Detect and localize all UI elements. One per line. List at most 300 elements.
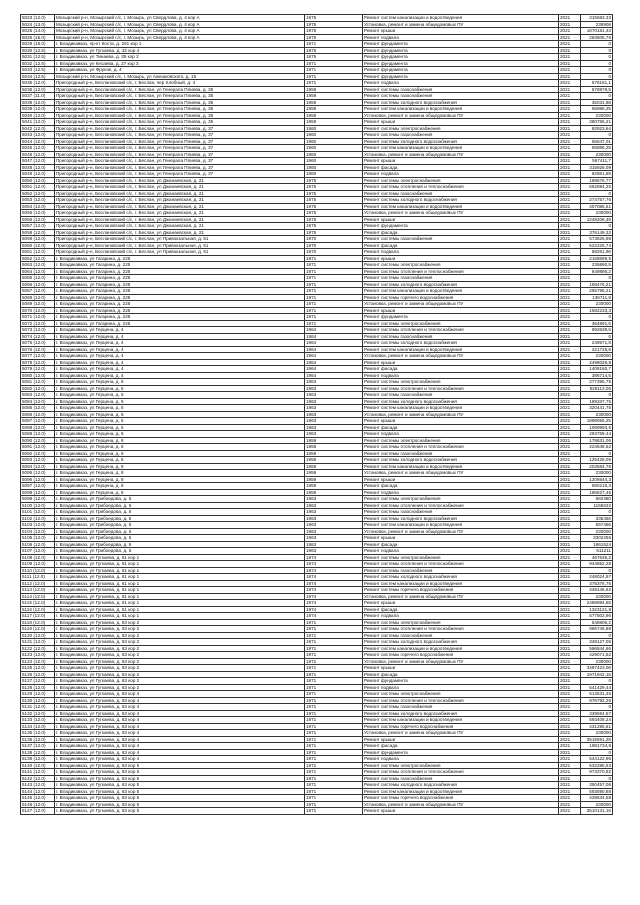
- row-number-cell: 5061 (12.0): [21, 249, 55, 256]
- work-type-cell: Ремонт системы электроснабжения: [363, 320, 559, 327]
- work-type-cell: Ремонт системы газоснабжения: [363, 704, 559, 711]
- cost-cell: 2498026,8: [581, 359, 613, 366]
- address-cell: г. Владикавказ, ул Гугкаева, д. 61 кор 1: [55, 593, 305, 600]
- row-number-cell: 5055 (12.0): [21, 210, 55, 217]
- plan-year-cell: 2021: [559, 437, 581, 444]
- row-number-cell: 5042 (12.0): [21, 125, 55, 132]
- plan-year-cell: 2021: [559, 132, 581, 139]
- address-cell: г. Владикавказ, ул Гугкаева, д. 32 кор 4: [55, 47, 305, 54]
- work-type-cell: Установка, ремонт и замена общедомовых ПУ: [363, 411, 559, 418]
- work-type-cell: Ремонт системы газоснабжения: [363, 93, 559, 100]
- row-number-cell: 5094 (12.0): [21, 463, 55, 470]
- address-cell: г. Владикавказ, ул Гугкаева, д. 61 кор 1: [55, 567, 305, 574]
- plan-year-cell: 2021: [559, 340, 581, 347]
- year-cell: 1971: [305, 769, 363, 776]
- row-number-cell: 5138 (12.0): [21, 749, 55, 756]
- row-number-cell: 5038 (12.0): [21, 99, 55, 106]
- plan-year-cell: 2021: [559, 509, 581, 516]
- row-number-cell: 5096 (12.0): [21, 476, 55, 483]
- work-type-cell: Ремонт крыши: [363, 600, 559, 607]
- cost-cell: 1248208,49: [581, 216, 613, 223]
- work-type-cell: Ремонт крыши: [363, 808, 559, 815]
- row-number-cell: 5047 (12.0): [21, 158, 55, 165]
- row-number-cell: 5048 (12.0): [21, 164, 55, 171]
- row-number-cell: 5143 (12.0): [21, 782, 55, 789]
- address-cell: г. Владикавказ, ул Гугкаева, д. 63 кор 4: [55, 704, 305, 711]
- work-type-cell: Ремонт системы газоснабжения: [363, 86, 559, 93]
- work-type-cell: Ремонт подвала: [363, 684, 559, 691]
- cost-cell: 0: [581, 54, 613, 61]
- year-cell: 1974: [305, 593, 363, 600]
- work-type-cell: Ремонт крыши: [363, 665, 559, 672]
- year-cell: 1959: [305, 489, 363, 496]
- work-type-cell: Ремонт крыши: [363, 307, 559, 314]
- year-cell: 1964: [305, 372, 363, 379]
- year-cell: 1963: [305, 385, 363, 392]
- year-cell: 1974: [305, 574, 363, 581]
- year-cell: 1964: [305, 359, 363, 366]
- address-cell: Пригородный р-н, Беслановский с/с, г. Беслан, ул Джанаевская, д. 21: [55, 229, 305, 236]
- work-type-cell: Установка, ремонт и замена общедомовых ПУ: [363, 470, 559, 477]
- address-cell: г. Владикавказ, ул Грибоедова, д. 5: [55, 535, 305, 542]
- cost-cell: 576161,1: [581, 80, 613, 87]
- cost-cell: 315926,09: [581, 164, 613, 171]
- work-type-cell: Ремонт систем канализации и водоотведения: [363, 645, 559, 652]
- row-number-cell: 5062 (12.0): [21, 255, 55, 262]
- address-cell: г. Владикавказ, ул Гугкаева, д. 63 кор 2: [55, 684, 305, 691]
- year-cell: 1960: [305, 151, 363, 158]
- row-number-cell: 5125 (12.0): [21, 665, 55, 672]
- address-cell: Пригородный р-н, Беслановский с/с, г. Беслан, ул Генерала Плиева, д. 37: [55, 171, 305, 178]
- row-number-cell: 5091 (12.0): [21, 444, 55, 451]
- address-cell: г. Владикавказ, ул Гугкаева, д. 63 кор 2: [55, 652, 305, 659]
- address-cell: г. Владикавказ, ул Герцена, д. 8: [55, 444, 305, 451]
- plan-year-cell: 2021: [559, 93, 581, 100]
- year-cell: 1963: [305, 528, 363, 535]
- address-cell: г. Владикавказ, ул Тинаева, д. 35 кор 2: [55, 54, 305, 61]
- cost-cell: 1323121,8: [581, 606, 613, 613]
- plan-year-cell: 2021: [559, 736, 581, 743]
- cost-cell: 230000: [581, 353, 613, 360]
- cost-cell: 0: [581, 678, 613, 685]
- row-number-cell: 5081 (12.0): [21, 379, 55, 386]
- work-type-cell: Ремонт системы электроснабжения: [363, 177, 559, 184]
- work-type-cell: Ремонт фундамента: [363, 678, 559, 685]
- row-number-cell: 5136 (12.0): [21, 736, 55, 743]
- address-cell: г. Владикавказ, ул Грибоедова, д. 5: [55, 509, 305, 516]
- cost-cell: 364891,5: [581, 320, 613, 327]
- row-number-cell: 5134 (12.0): [21, 723, 55, 730]
- year-cell: 1964: [305, 340, 363, 347]
- cost-cell: 35031,88: [581, 99, 613, 106]
- work-type-cell: Ремонт фасада: [363, 229, 559, 236]
- address-cell: г. Владикавказ, ул Герцена, д. 4: [55, 359, 305, 366]
- work-type-cell: Ремонт крыши: [363, 535, 559, 542]
- row-number-cell: 5112 (12.0): [21, 580, 55, 587]
- plan-year-cell: 2021: [559, 808, 581, 815]
- plan-year-cell: 2021: [559, 593, 581, 600]
- work-type-cell: Ремонт системы горячего водоснабжения: [363, 723, 559, 730]
- address-cell: г. Владикавказ, ул Герцена, д. 8: [55, 470, 305, 477]
- plan-year-cell: 2021: [559, 366, 581, 373]
- work-type-cell: Ремонт системы горячего водоснабжения: [363, 294, 559, 301]
- cost-cell: 230000: [581, 301, 613, 308]
- address-cell: Пригородный р-н, Беслановский с/с, г. Беслан, ул Генерала Плиева, д. 37: [55, 132, 305, 139]
- plan-year-cell: 2021: [559, 171, 581, 178]
- row-number-cell: 5087 (12.0): [21, 418, 55, 425]
- work-type-cell: Ремонт системы электроснабжения: [363, 554, 559, 561]
- address-cell: Мозырский р-н, Мозырский с/с, г. Мозырь, ул Свердлова, д. 4 кор А: [55, 34, 305, 41]
- address-cell: г. Владикавказ, ул Гугкаева, д. 63 кор 5: [55, 795, 305, 802]
- plan-year-cell: 2021: [559, 385, 581, 392]
- cost-cell: 230000: [581, 658, 613, 665]
- address-cell: г. Владикавказ, ул Гагарина, д. 225: [55, 294, 305, 301]
- row-number-cell: 5135 (12.0): [21, 730, 55, 737]
- address-cell: г. Владикавказ, ул Гугкаева, д. 63 кор 4: [55, 697, 305, 704]
- cost-cell: 2168699,5: [581, 255, 613, 262]
- year-cell: 1974: [305, 600, 363, 607]
- plan-year-cell: 2021: [559, 463, 581, 470]
- cost-cell: 567411,7: [581, 158, 613, 165]
- cost-cell: 448146,62: [581, 587, 613, 594]
- work-type-cell: Установка, ремонт и замена общедомовых ПУ: [363, 658, 559, 665]
- cost-cell: 339594,57: [581, 710, 613, 717]
- year-cell: 1971: [305, 691, 363, 698]
- plan-year-cell: 2021: [559, 106, 581, 113]
- plan-year-cell: 2021: [559, 658, 581, 665]
- address-cell: г. Владикавказ, ул Герцена, д. 4: [55, 346, 305, 353]
- row-number-cell: 5051 (12.0): [21, 184, 55, 191]
- cost-cell: 169576,77: [581, 177, 613, 184]
- row-number-cell: 5116 (12.0): [21, 606, 55, 613]
- cost-cell: 522225,74: [581, 242, 613, 249]
- address-cell: г. Владикавказ, ул Гугкаева, д. 63 кор 4: [55, 717, 305, 724]
- address-cell: Пригородный р-н, Беслановский с/с, г. Беслан, ул Джанаевская, д. 21: [55, 184, 305, 191]
- row-number-cell: 5089 (12.0): [21, 431, 55, 438]
- plan-year-cell: 2021: [559, 99, 581, 106]
- address-cell: г. Владикавказ, ул Гугкаева, д. 63 кор 5: [55, 782, 305, 789]
- address-cell: г. Владикавказ, ул Гугкаева, д. 63 кор 4: [55, 710, 305, 717]
- address-cell: г. Владикавказ, ул Гугкаева, д. 61 кор 1: [55, 574, 305, 581]
- work-type-cell: Установка, ремонт и замена общедомовых ПУ: [363, 21, 559, 28]
- plan-year-cell: 2021: [559, 515, 581, 522]
- row-number-cell: 5065 (12.0): [21, 275, 55, 282]
- work-type-cell: Ремонт системы холодного водоснабжения: [363, 574, 559, 581]
- cost-cell: 1408160,7: [581, 366, 613, 373]
- year-cell: 1975: [305, 28, 363, 35]
- work-type-cell: Ремонт системы холодного водоснабжения: [363, 515, 559, 522]
- year-cell: 1971: [305, 756, 363, 763]
- plan-year-cell: 2021: [559, 138, 581, 145]
- row-number-cell: 5144 (12.0): [21, 788, 55, 795]
- year-cell: 1971: [305, 268, 363, 275]
- address-cell: Мозырский р-н, Мозырский с/с, г. Мозырь, ул Ажешковского, д. 15: [55, 73, 305, 80]
- row-number-cell: 5108 (12.0): [21, 554, 55, 561]
- row-number-cell: 5049 (12.0): [21, 171, 55, 178]
- plan-year-cell: 2021: [559, 60, 581, 67]
- address-cell: г. Владикавказ, ул Гагарина, д. 225: [55, 275, 305, 282]
- plan-year-cell: 2021: [559, 86, 581, 93]
- plan-year-cell: 2021: [559, 359, 581, 366]
- work-type-cell: Ремонт систем канализации и водоотведения: [363, 145, 559, 152]
- address-cell: Пригородный р-н, Беслановский с/с, г. Беслан, ул Генерала Плиева, д. 35: [55, 106, 305, 113]
- plan-year-cell: 2021: [559, 411, 581, 418]
- address-cell: г. Владикавказ, ул Гугкаева, д. 63 кор 4: [55, 749, 305, 756]
- year-cell: 1971: [305, 281, 363, 288]
- cost-cell: 0: [581, 450, 613, 457]
- year-cell: 1971: [305, 307, 363, 314]
- year-cell: 1971: [305, 678, 363, 685]
- cost-cell: 238908: [581, 21, 613, 28]
- plan-year-cell: 2021: [559, 372, 581, 379]
- work-type-cell: Установка, ремонт и замена общедомовых ПУ: [363, 528, 559, 535]
- work-type-cell: Ремонт подвала: [363, 34, 559, 41]
- work-type-cell: Ремонт фасада: [363, 541, 559, 548]
- work-type-cell: Ремонт фасада: [363, 671, 559, 678]
- cost-cell: 186827,45: [581, 489, 613, 496]
- work-type-cell: Ремонт системы отопления и теплоснабжения: [363, 444, 559, 451]
- plan-year-cell: 2021: [559, 314, 581, 321]
- year-cell: 1974: [305, 613, 363, 620]
- plan-year-cell: 2021: [559, 125, 581, 132]
- plan-year-cell: 2021: [559, 405, 581, 412]
- address-cell: Пригородный р-н, Беслановский с/с, г. Беслан, ул Привокзальная, д. 51: [55, 249, 305, 256]
- year-cell: 1971: [305, 723, 363, 730]
- row-number-cell: 5032 (12.5): [21, 60, 55, 67]
- plan-year-cell: 2021: [559, 151, 581, 158]
- row-number-cell: 5107 (12.0): [21, 548, 55, 555]
- address-cell: г. Владикавказ, ул Гугкаева, д. 61 кор 1: [55, 580, 305, 587]
- work-type-cell: Ремонт системы электроснабжения: [363, 437, 559, 444]
- cost-cell: 320441,75: [581, 405, 613, 412]
- year-cell: 1971: [305, 782, 363, 789]
- year-cell: 1964: [305, 327, 363, 334]
- year-cell: 1971: [305, 80, 363, 87]
- cost-cell: 578979,5: [581, 86, 613, 93]
- plan-year-cell: 2021: [559, 665, 581, 672]
- address-cell: Пригородный р-н, Беслановский с/с, г. Беслан, ул Джанаевская, д. 21: [55, 177, 305, 184]
- plan-year-cell: 2021: [559, 457, 581, 464]
- year-cell: 1971: [305, 658, 363, 665]
- address-cell: г. Владикавказ, ул Герцена, д. 8: [55, 457, 305, 464]
- work-type-cell: Ремонт подвала: [363, 613, 559, 620]
- plan-year-cell: 2021: [559, 671, 581, 678]
- address-cell: г. Владикавказ, ул Гугкаева, д. 63 кор 2: [55, 639, 305, 646]
- row-number-cell: 5110 (12.0): [21, 567, 55, 574]
- work-type-cell: Ремонт подвала: [363, 249, 559, 256]
- address-cell: г. Владикавказ, ул Гугкаева, д. 63 кор 4: [55, 723, 305, 730]
- address-cell: г. Владикавказ, ул Гугкаева, д. 63 кор 2: [55, 658, 305, 665]
- cost-cell: 976792,26: [581, 697, 613, 704]
- work-type-cell: Установка, ремонт и замена общедомовых ПУ: [363, 801, 559, 808]
- year-cell: 1971: [305, 67, 363, 74]
- row-number-cell: 5133 (12.0): [21, 717, 55, 724]
- cost-cell: 230000: [581, 151, 613, 158]
- year-cell: 1963: [305, 548, 363, 555]
- address-cell: Мозырский р-н, Мозырский с/с, г. Мозырь, ул Свердлова, д. 4 кор А: [55, 15, 305, 22]
- year-cell: 1959: [305, 99, 363, 106]
- cost-cell: 0: [581, 67, 613, 74]
- row-number-cell: 5041 (12.0): [21, 119, 55, 126]
- row-number-cell: 5092 (12.0): [21, 450, 55, 457]
- plan-year-cell: 2021: [559, 587, 581, 594]
- address-cell: Пригородный р-н, Беслановский с/с, г. Беслан, пер Хлебный, д. 4: [55, 80, 305, 87]
- year-cell: 1963: [305, 502, 363, 509]
- row-number-cell: 5120 (12.0): [21, 632, 55, 639]
- row-number-cell: 5057 (12.0): [21, 223, 55, 230]
- work-type-cell: Ремонт фасада: [363, 366, 559, 373]
- row-number-cell: 5083 (12.0): [21, 392, 55, 399]
- repair-plan-table: [20, 14, 613, 815]
- year-cell: 1975: [305, 223, 363, 230]
- cost-cell: 431295,61: [581, 723, 613, 730]
- year-cell: 1960: [305, 145, 363, 152]
- cost-cell: 0: [581, 275, 613, 282]
- address-cell: Пригородный р-н, Беслановский с/с, г. Беслан, ул Генерала Плиева, д. 37: [55, 164, 305, 171]
- work-type-cell: Ремонт систем канализации и водоотведения: [363, 203, 559, 210]
- address-cell: г. Владикавказ, ул Гагарина, д. 225: [55, 314, 305, 321]
- work-type-cell: Ремонт системы отопления и теплоснабжения: [363, 626, 559, 633]
- capital-repair-table-page: [20, 14, 612, 815]
- row-number-cell: 5101 (12.0): [21, 509, 55, 516]
- row-number-cell: 5132 (12.0): [21, 710, 55, 717]
- address-cell: г. Владикавказ, ул Гугкаева, д. 63 кор 4: [55, 736, 305, 743]
- work-type-cell: Ремонт фундамента: [363, 223, 559, 230]
- work-type-cell: Ремонт фасада: [363, 606, 559, 613]
- address-cell: г. Владикавказ, ул Герцена, д. 8: [55, 483, 305, 490]
- cost-cell: 56647,01: [581, 138, 613, 145]
- address-cell: г. Владикавказ, ул Герцена, д. 8: [55, 437, 305, 444]
- plan-year-cell: 2021: [559, 67, 581, 74]
- row-number-cell: 5050 (12.0): [21, 177, 55, 184]
- year-cell: 1971: [305, 626, 363, 633]
- plan-year-cell: 2021: [559, 678, 581, 685]
- work-type-cell: Ремонт системы отопления и теплоснабжения: [363, 268, 559, 275]
- cost-cell: 230000: [581, 210, 613, 217]
- plan-year-cell: 2021: [559, 626, 581, 633]
- cost-cell: 0: [581, 93, 613, 100]
- work-type-cell: Установка, ремонт и замена общедомовых ПУ: [363, 730, 559, 737]
- cost-cell: 82923,64: [581, 125, 613, 132]
- address-cell: Пригородный р-н, Беслановский с/с, г. Беслан, ул Генерала Плиева, д. 35: [55, 112, 305, 119]
- row-number-cell: 5026 (15.0): [21, 34, 55, 41]
- row-number-cell: 5024 (13.0): [21, 21, 55, 28]
- plan-year-cell: 2021: [559, 795, 581, 802]
- work-type-cell: Установка, ремонт и замена общедомовых ПУ: [363, 353, 559, 360]
- address-cell: Пригородный р-н, Беслановский с/с, г. Беслан, ул Джанаевская, д. 21: [55, 216, 305, 223]
- address-cell: г. Владикавказ, ул Гагарина, д. 225: [55, 281, 305, 288]
- year-cell: 1975: [305, 190, 363, 197]
- row-number-cell: 5063 (12.0): [21, 262, 55, 269]
- plan-year-cell: 2021: [559, 41, 581, 48]
- year-cell: 1975: [305, 184, 363, 191]
- address-cell: г. Владикавказ, ул Герцена, д. 8: [55, 489, 305, 496]
- row-number-cell: 5126 (12.0): [21, 671, 55, 678]
- cost-cell: 0: [581, 314, 613, 321]
- address-cell: Пригородный р-н, Беслановский с/с, г. Беслан, ул Генерала Плиева, д. 37: [55, 158, 305, 165]
- address-cell: г. Владикавказ, ул Гугкаева, д. 63 кор 5: [55, 775, 305, 782]
- work-type-cell: Ремонт крыши: [363, 476, 559, 483]
- address-cell: г. Владикавказ, ул Герцена, д. 6: [55, 431, 305, 438]
- cost-cell: 541429,44: [581, 684, 613, 691]
- work-type-cell: Установка, ремонт и замена общедомовых ПУ: [363, 593, 559, 600]
- cost-cell: 467636,2: [581, 554, 613, 561]
- work-type-cell: Ремонт систем канализации и водоотведения: [363, 346, 559, 353]
- cost-cell: 230000: [581, 528, 613, 535]
- row-number-cell: 5139 (12.0): [21, 756, 55, 763]
- cost-cell: 189337,75: [581, 398, 613, 405]
- year-cell: 1975: [305, 203, 363, 210]
- cost-cell: 224548,52: [581, 444, 613, 451]
- cost-cell: 136711,8: [581, 294, 613, 301]
- cost-cell: 0: [581, 132, 613, 139]
- year-cell: 1971: [305, 730, 363, 737]
- work-type-cell: Ремонт системы отопления и теплоснабжения: [363, 561, 559, 568]
- cost-cell: 0: [581, 749, 613, 756]
- plan-year-cell: 2021: [559, 782, 581, 789]
- address-cell: г. Владикавказ, ул Герцена, д. 6: [55, 411, 305, 418]
- row-number-cell: 5069 (12.0): [21, 301, 55, 308]
- cost-cell: 596844,66: [581, 645, 613, 652]
- row-number-cell: 5023 (12.0): [21, 15, 55, 22]
- year-cell: 1959: [305, 86, 363, 93]
- plan-year-cell: 2021: [559, 541, 581, 548]
- cost-cell: 532295,63: [581, 762, 613, 769]
- row-number-cell: 5097 (12.0): [21, 483, 55, 490]
- cost-cell: 429071,52: [581, 652, 613, 659]
- plan-year-cell: 2021: [559, 801, 581, 808]
- address-cell: г. Владикавказ, ул Гугкаева, д. 63 кор 2: [55, 626, 305, 633]
- cost-cell: 3497423,06: [581, 665, 613, 672]
- cost-cell: 1981734,8: [581, 743, 613, 750]
- plan-year-cell: 2021: [559, 554, 581, 561]
- address-cell: г. Владикавказ, ул Грибоедова, д. 5: [55, 502, 305, 509]
- work-type-cell: Ремонт системы холодного водоснабжения: [363, 281, 559, 288]
- row-number-cell: 5068 (12.0): [21, 294, 55, 301]
- plan-year-cell: 2021: [559, 288, 581, 295]
- row-number-cell: 5034 (12.5): [21, 73, 55, 80]
- row-number-cell: 5121 (12.0): [21, 639, 55, 646]
- address-cell: Пригородный р-н, Беслановский с/с, г. Беслан, ул Генерала Плиева, д. 35: [55, 86, 305, 93]
- work-type-cell: Ремонт фундамента: [363, 41, 559, 48]
- row-number-cell: 5099 (12.0): [21, 496, 55, 503]
- address-cell: г. Владикавказ, ул Герцена, д. 6: [55, 379, 305, 386]
- year-cell: 1960: [305, 171, 363, 178]
- plan-year-cell: 2021: [559, 255, 581, 262]
- cost-cell: 230000: [581, 593, 613, 600]
- address-cell: г. Владикавказ, ул Гугкаева, д. 61 кор 1: [55, 561, 305, 568]
- cost-cell: 230000: [581, 411, 613, 418]
- row-number-cell: 5123 (12.0): [21, 652, 55, 659]
- row-number-cell: 5128 (12.0): [21, 684, 55, 691]
- work-type-cell: Ремонт системы электроснабжения: [363, 496, 559, 503]
- year-cell: 1963: [305, 496, 363, 503]
- cost-cell: 944852,28: [581, 561, 613, 568]
- plan-year-cell: 2021: [559, 54, 581, 61]
- year-cell: 1970: [305, 249, 363, 256]
- plan-year-cell: 2021: [559, 177, 581, 184]
- work-type-cell: Ремонт фасада: [363, 483, 559, 490]
- year-cell: 1971: [305, 704, 363, 711]
- plan-year-cell: 2021: [559, 710, 581, 717]
- plan-year-cell: 2021: [559, 743, 581, 750]
- plan-year-cell: 2021: [559, 730, 581, 737]
- work-type-cell: Ремонт фасада: [363, 424, 559, 431]
- cost-cell: 248024,97: [581, 574, 613, 581]
- work-type-cell: Ремонт крыши: [363, 119, 559, 126]
- plan-year-cell: 2021: [559, 489, 581, 496]
- plan-year-cell: 2021: [559, 418, 581, 425]
